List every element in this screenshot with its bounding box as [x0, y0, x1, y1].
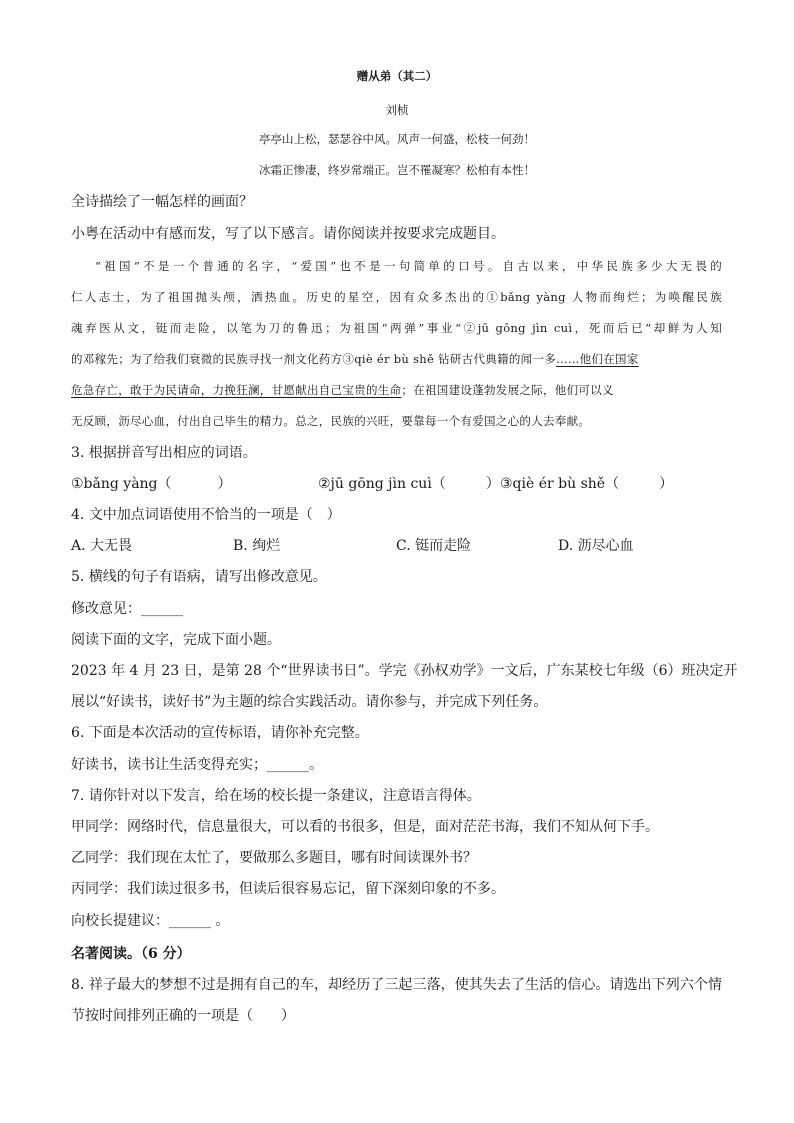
q3-close-3: ） — [659, 476, 674, 492]
question-8-line-1: 8. 祥子最大的梦想不过是拥有自己的车，却经历了三起三落，使其失去了生活的信心。请选出下列六个情 — [71, 977, 722, 993]
background-line-1: 2023 年 4 月 23 日，是第 28 个“世界读书日”。学完《孙权劝学》一文后，广东某校七年级（6）班决定开 — [71, 663, 738, 679]
section-heading-classics: 名著阅读。（6 分） — [71, 946, 191, 962]
q3-blank-3[interactable] — [500, 474, 673, 494]
q4-option-a[interactable]: A. 大无畏 — [71, 538, 133, 554]
q3-pinyin-3: ③qiè ér bù shě（ — [500, 476, 620, 492]
passage-intro: 小粤在活动中有感而发，写了以下感言。请你阅读并按要求完成题目。 — [71, 226, 505, 242]
passage-line-1: “祖国”不是一个普通的名字，“爱国”也不是一句简单的口号。自古以来，中华民族多少大无畏的 — [95, 259, 722, 273]
question-5: 5. 横线的句子有语病，请写出修改意见。 — [71, 569, 327, 585]
question-3: 3. 根据拼音写出相应的词语。 — [71, 445, 257, 461]
poem-line-1: 亭亭山上松，瑟瑟谷中风。风声一何盛，松枝一何劲！ — [259, 132, 535, 146]
q7-student-jia: 甲同学：网络时代，信息量很大，可以看的书很多，但是，面对茫茫书海，我们不知从何下手。 — [71, 819, 659, 835]
q4-option-c[interactable]: C. 铤而走险 — [396, 538, 472, 554]
q4-option-b[interactable]: B. 绚烂 — [233, 538, 281, 554]
passage-underlined-sentence: 危急存亡，敢于为民请命，力挽狂澜，甘愿献出自己宝贵的生命 — [71, 383, 402, 397]
q3-close-2: ） — [485, 476, 500, 492]
q6-answer-field[interactable]: 好读书，读书让生活变得充实；______。 — [71, 757, 323, 773]
q3-pinyin-2: ②jū gōng jìn cuì（ — [318, 476, 446, 492]
question-7: 7. 请你针对以下发言，给在场的校长提一条建议，注意语言得体。 — [71, 788, 481, 804]
q3-blank-2[interactable] — [318, 474, 500, 494]
q5-answer-field[interactable]: 修改意见：______ — [71, 601, 183, 617]
passage-line-4-text: 的邓稼先；为了给我们衰微的民族寻找一剂文化药方③qiè ér bù shě 钻研古代典籍的闻一多 — [71, 352, 557, 366]
q7-answer-field[interactable]: 向校长提建议：______ 。 — [71, 913, 230, 929]
background-line-2: 展以“好读书，读好书”为主题的综合实践活动。请你参与，并完成下列任务。 — [71, 694, 548, 710]
passage-line-4 — [71, 349, 639, 369]
passage-line-2: 仁人志士，为了祖国抛头颅，洒热血。历史的星空，因有众多杰出的①bǎng yàng 人物而绚烂；为唤醒民族 — [71, 290, 722, 304]
passage-line-5 — [71, 380, 614, 400]
q7-student-yi: 乙同学：我们现在太忙了，要做那么多题目，哪有时间读课外书？ — [71, 850, 477, 866]
question-poem: 全诗描绘了一幅怎样的画面？ — [71, 194, 253, 210]
poem-line-2: 冰霜正惨凄，终岁常端正。岂不罹凝寒？松柏有本性！ — [259, 163, 535, 177]
reading-intro: 阅读下面的文字，完成下面小题。 — [71, 632, 281, 648]
question-6: 6. 下面是本次活动的宣传标语，请你补充完整。 — [71, 725, 369, 741]
q3-pinyin-1: ①bǎng yàng（ — [71, 476, 172, 492]
q4-option-d[interactable]: D. 沥尽心血 — [558, 538, 634, 554]
passage-underlined-start: ……他们在国家 — [556, 352, 639, 366]
passage-line-5-text: ；在祖国建设蓬勃发展之际，他们可以义 — [401, 383, 614, 397]
q3-blank-1[interactable] — [71, 474, 232, 494]
poem-author: 刘桢 — [385, 103, 409, 117]
passage-line-6: 无反顾，沥尽心血，付出自己毕生的精力。总之，民族的兴旺，要靠每一个有爱国之心的人去奉献。 — [71, 414, 591, 428]
poem-title: 赠从弟（其二） — [356, 69, 438, 83]
question-8-line-2: 节按时间排列正确的一项是（ ） — [71, 1008, 295, 1024]
q7-student-bing: 丙同学：我们读过很多书，但读后很容易忘记，留下深刻印象的不多。 — [71, 881, 505, 897]
passage-line-3: 魂弃医从文，铤而走险，以笔为刀的鲁迅；为祖国“两弹”事业“②jū gōng jìn cuì，死而后已”却鲜为人知 — [71, 321, 722, 335]
q3-close-1: ） — [217, 476, 232, 492]
question-4: 4. 文中加点词语使用不恰当的一项是（ ） — [71, 507, 341, 523]
